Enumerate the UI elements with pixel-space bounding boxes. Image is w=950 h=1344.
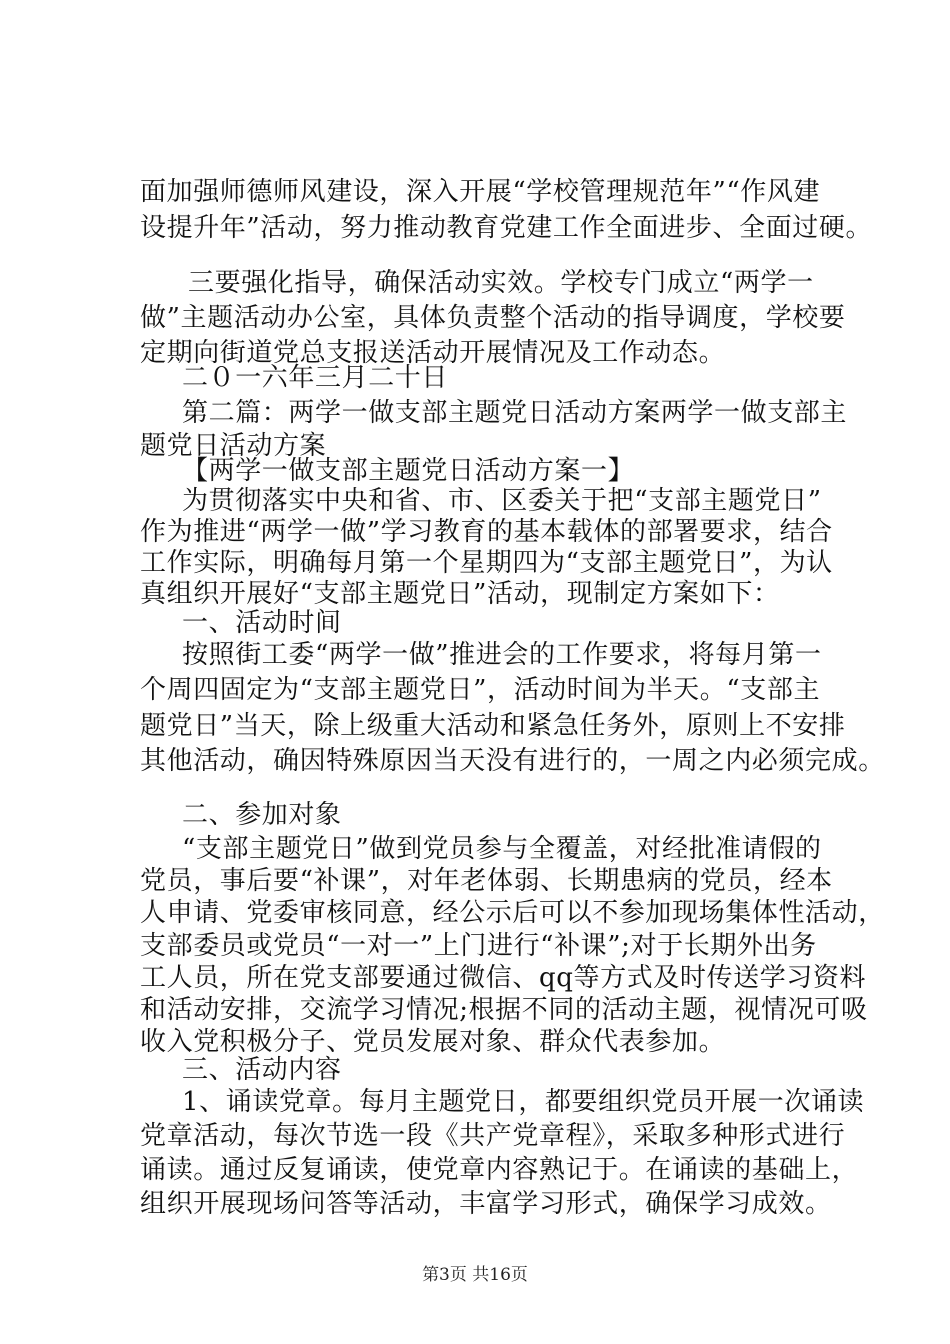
text-line: 其他活动，确因特殊原因当天没有进行的，一周之内必须完成。 (140, 746, 885, 776)
text-line: 党章活动，每次节选一段《共产党章程》，采取多种形式进行 (140, 1121, 846, 1151)
heading: 二、参加对象 (182, 800, 342, 830)
text-line: “支部主题党日”做到党员参与全覆盖，对经批准请假的 (182, 834, 822, 864)
text-line: 人申请、党委审核同意，经公示后可以不参加现场集体性活动， (140, 898, 885, 928)
section-title: 第二篇：两学一做支部主题党日活动方案两学一做支部主 (182, 398, 848, 428)
text-line: 工人员，所在党支部要通过微信、qq等方式及时传送学习资料 (140, 963, 867, 993)
text-line: 定期向街道党总支报送活动开展情况及工作动态。 (140, 338, 726, 368)
text-line: 诵读。通过反复诵读，使党章内容熟记于。在诵读的基础上， (140, 1155, 859, 1185)
subtitle: 【两学一做支部主题党日活动方案一】 (182, 456, 635, 486)
text-line: 收入党积极分子、党员发展对象、群众代表参加。 (140, 1027, 726, 1057)
text-line: 个周四固定为“支部主题党日”，活动时间为半天。“支部主 (140, 675, 821, 705)
heading: 一、活动时间 (182, 608, 342, 638)
text-line: 做”主题活动办公室，具体负责整个活动的指导调度，学校要 (140, 303, 846, 333)
page-footer: 第3页 共16页 (422, 1265, 528, 1285)
text-line: 面加强师德师风建设，深入开展“学校管理规范年”“作风建 (140, 177, 821, 207)
text-line: 设提升年”活动，努力推动教育党建工作全面进步、全面过硬。 (140, 213, 873, 243)
text-line: 和活动安排，交流学习情况;根据不同的活动主题，视情况可吸 (140, 995, 868, 1025)
text-line: 三要强化指导，确保活动实效。学校专门成立“两学一 (188, 268, 814, 298)
text-line: 作为推进“两学一做”学习教育的基本载体的部署要求，结合 (140, 517, 833, 547)
text-line: 题党日”当天，除上级重大活动和紧急任务外，原则上不安排 (140, 711, 846, 741)
text-line: 为贯彻落实中央和省、市、区委关于把“支部主题党日” (182, 486, 822, 516)
text-line: 按照街工委“两学一做”推进会的工作要求，将每月第一 (182, 640, 822, 670)
date-line: 二０一六年三月二十日 (182, 363, 449, 393)
text-line: 1、诵读党章。每月主题党日，都要组织党员开展一次诵读 (182, 1087, 865, 1117)
text-line: 工作实际，明确每月第一个星期四为“支部主题党日”，为认 (140, 548, 833, 578)
section-title: 题党日活动方案 (140, 431, 327, 461)
heading: 三、活动内容 (182, 1055, 342, 1085)
text-line: 真组织开展好“支部主题党日”活动，现制定方案如下： (140, 579, 780, 609)
text-line: 支部委员或党员“一对一”上门进行“补课”;对于长期外出务 (140, 931, 817, 961)
text-line: 党员，事后要“补课”，对年老体弱、长期患病的党员，经本 (140, 866, 833, 896)
text-line: 组织开展现场问答等活动，丰富学习形式，确保学习成效。 (140, 1189, 832, 1219)
